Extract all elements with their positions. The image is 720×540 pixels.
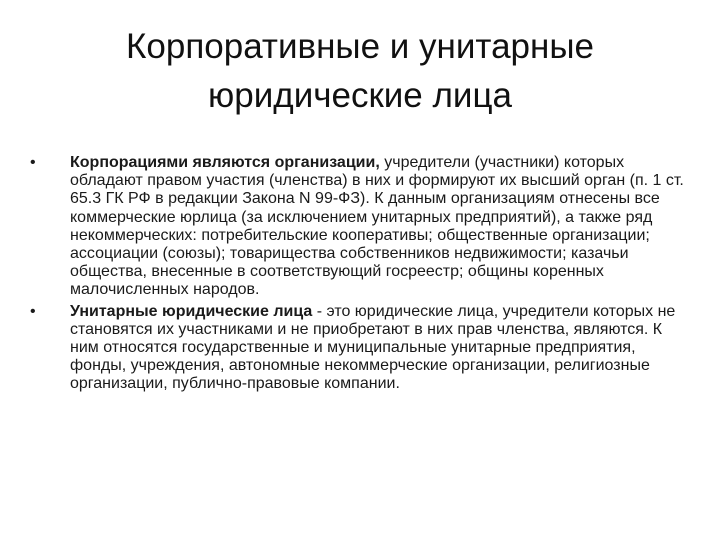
bullet-marker: • bbox=[30, 154, 36, 171]
slide-title bbox=[40, 22, 680, 120]
bullet-term: Унитарные юридические лица bbox=[70, 302, 313, 320]
slide-title-line-2: юридические лица bbox=[208, 76, 512, 115]
bullet-item-corporations bbox=[28, 154, 692, 300]
bullet-term: Корпорациями являются организации, bbox=[70, 154, 380, 171]
slide-title-line-1: Корпоративные и унитарные bbox=[126, 27, 594, 66]
bullet-item-unitary bbox=[28, 303, 692, 394]
bullet-marker: • bbox=[30, 302, 36, 320]
bullet-list bbox=[28, 154, 692, 397]
bullet-text: - это юридические лица, учредители которых не становятся их участниками и не приобретают в них прав членства, являются. К ним относятся государственные и муниципальные унитарные предприятия, фонды, учреждения, автономные некоммерческие организации, религиозные организации, публично-правовые компании. bbox=[70, 302, 676, 393]
bullet-text: учредители (участники) которых обладают правом участия (членства) в них и формируют их высший орган (п. 1 ст. 65.3 ГК РФ в редакции Закона N 99-ФЗ). К данным организациям отнесены все коммерческие юрлица (за исключением унитарных предприятий), а также ряд некоммерческих: потребительские кооперативы; общественные организации; ассоциации (союзы); товарищества собственников недвижимости; казачьи общества, внесенные в соответствующий госреестр; общины коренных малочисленных народов. bbox=[70, 154, 684, 299]
